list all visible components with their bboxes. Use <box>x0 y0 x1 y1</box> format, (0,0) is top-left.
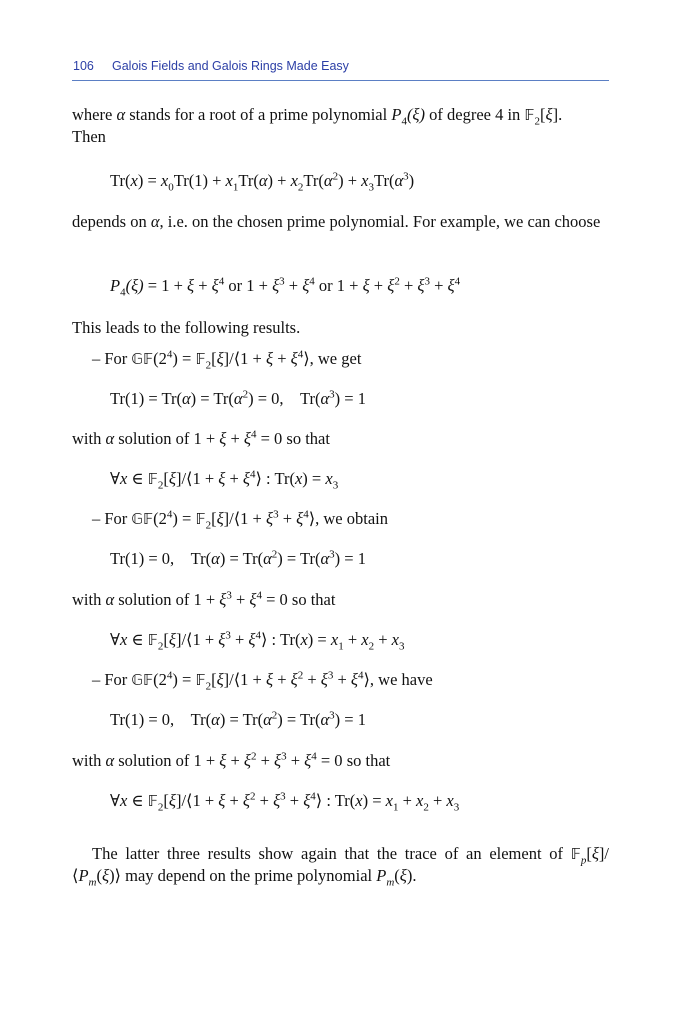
paragraph-leads: This leads to the following results. <box>72 318 301 337</box>
paragraph-definition: where α stands for a root of a prime polynomial $P_4(\xi)$ of degree 4 in 𝔽$_2$[ξ]. Then <box>72 105 563 146</box>
case-2-heading: – For $𝔾𝔽(2^4)$ = 𝔽$_2$[ξ]/⟨1 + $\xi^3$ + $\xi^4⟩$, we obtain <box>92 508 388 532</box>
equation-trace-definition: $Tr(x) = x_0Tr(1) + x_1Tr(\alpha) + x_2Tr(\alpha^2) + x_3Tr(\alpha^3)$ <box>110 170 415 194</box>
running-header <box>72 55 609 81</box>
case-3-solution: with α solution of $1 + \xi + \xi^2 + \xi^3 + \xi^4 = 0$ so that <box>72 750 391 770</box>
running-title: Galois Fields and Galois Rings Made Easy <box>112 59 349 73</box>
case-3-result: ∀x ∈ 𝔽$_2$[ξ]/⟨1 + $\xi + \xi^2 + \xi^3$ + $\xi^4⟩$ : $Tr(x) = x_1 + x_2 + x_3$ <box>110 790 460 814</box>
case-1-trace-values: $Tr(1) = Tr(\alpha) = Tr(\alpha^2) = 0$, $Tr(\alpha^3) = 1$ <box>110 388 366 408</box>
page-number: 106 <box>73 59 94 73</box>
case-3-heading: – For $𝔾𝔽(2^4)$ = 𝔽$_2$[ξ]/⟨1 + $\xi + \xi^2 + \xi^3$ + $\xi^4⟩$, we have <box>92 669 433 693</box>
case-2-solution: with α solution of $1 + \xi^3 + \xi^4 = 0$ so that <box>72 589 336 609</box>
case-2-result: ∀x ∈ 𝔽$_2$[ξ]/⟨1 + $\xi^3$ + $\xi^4⟩$ : $Tr(x) = x_1 + x_2 + x_3$ <box>110 629 405 653</box>
equation-prime-polynomials: $P_4(\xi) = 1 + \xi + \xi^4$ or $1 + \xi^3 + \xi^4$ or $1 + \xi + \xi^2 + \xi^3 + \xi^4$ <box>110 275 461 299</box>
paragraph-depends: depends on α, i.e. on the chosen prime polynomial. For example, we can choose <box>72 212 601 231</box>
paragraph-conclusion: The latter three results show again that the trace of an element of $𝔽_p[\xi]/⟨P_m(\xi)⟩$ may depend on the prime polynomial $P_m(\xi)$. <box>72 844 610 889</box>
case-1-solution: with α solution of $1 + \xi + \xi^4 = 0$ so that <box>72 428 330 448</box>
case-1-result: ∀x ∈ 𝔽$_2$[ξ]/⟨1 + $\xi + \xi^4⟩$ : $Tr(x) = x_3$ <box>110 468 339 492</box>
case-2-trace-values: Tr(1) = 0, $Tr(\alpha) = Tr(\alpha^2) = Tr(\alpha^3) = 1$ <box>110 548 366 568</box>
case-1-heading: – For $𝔾𝔽(2^4)$ = 𝔽$_2$[ξ]/⟨1 + $\xi + \xi^4⟩$, we get <box>92 348 362 372</box>
case-3-trace-values: Tr(1) = 0, $Tr(\alpha) = Tr(\alpha^2) = Tr(\alpha^3) = 1$ <box>110 709 366 729</box>
